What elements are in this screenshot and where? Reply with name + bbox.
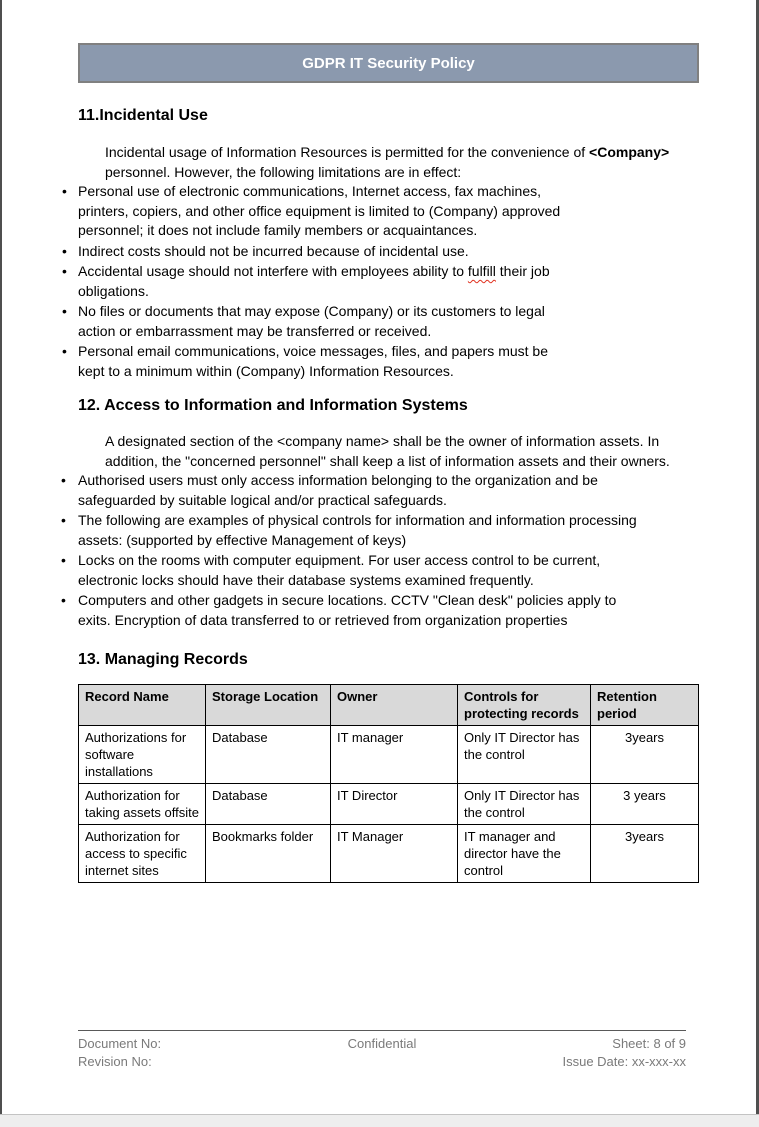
section-13-heading: 13. Managing Records [78, 651, 248, 668]
issue-date: Issue Date: xx-xxx-xx [562, 1054, 687, 1069]
section-12-paragraph: A designated section of the <company name> shall be the owner of information assets. In addition, the "concerned personnel" shall keep a list of information assets and their owners. [105, 433, 670, 469]
intro-text-after: personnel. However, the following limitations are in effect: [105, 164, 462, 180]
cell-owner: IT Manager [331, 825, 458, 883]
cell-storage-location: Database [206, 726, 331, 784]
footer-left [78, 1035, 281, 1071]
table-row [79, 825, 699, 883]
cell-retention: 3years [591, 726, 699, 784]
document-body [78, 83, 698, 883]
section-11-intro-paragraph [105, 142, 683, 182]
sheet-number: Sheet: 8 of 9 [612, 1036, 687, 1051]
cell-storage-location: Database [206, 784, 331, 825]
section-12-bullet-list [78, 471, 638, 630]
cell-retention: 3 years [591, 784, 699, 825]
col-header-storage-location: Storage Location [206, 685, 331, 726]
bullet-text-post: their job obligations. [78, 263, 550, 299]
col-header-retention: Retention period [591, 685, 699, 726]
table-row [79, 784, 699, 825]
document-title: GDPR IT Security Policy [302, 54, 475, 72]
cell-record-name: Authorizations for software installations [79, 726, 206, 784]
col-header-controls: Controls for protecting records [458, 685, 591, 726]
document-header-bar [78, 43, 699, 83]
bullet-item: • Indirect costs should not be incurred because of incidental use. [78, 242, 578, 262]
bullet-item: • Locks on the rooms with computer equipment. For user access control to be current, electronic locks should have their database systems examined frequently. [78, 551, 638, 590]
bullet-item: • Personal use of electronic communications, Internet access, fax machines, printers, copiers, and other office equipment is limited to (Company) approved personnel; it does not include family members or acquaintances. [78, 182, 578, 241]
footer-right [483, 1035, 686, 1071]
cell-record-name: Authorization for taking assets offsite [79, 784, 206, 825]
bullet-item: • The following are examples of physical controls for information and information processing assets: (supported by effective Management of keys) [78, 511, 638, 550]
intro-text-before: Incidental usage of Information Resources is permitted for the convenience of [105, 144, 590, 160]
footer-center [281, 1035, 484, 1071]
bottom-gray-strip [0, 1114, 759, 1127]
col-header-owner: Owner [331, 685, 458, 726]
cell-owner: IT Director [331, 784, 458, 825]
bullet-item: • No files or documents that may expose (Company) or its customers to legal action or embarrassment may be transferred or received. [78, 302, 578, 341]
managing-records-table [78, 684, 699, 883]
col-header-record-name: Record Name [79, 685, 206, 726]
section-11-bullet-list [78, 182, 578, 381]
cell-retention: 3years [591, 825, 699, 883]
section-12-heading: 12. Access to Information and Information Systems [78, 397, 468, 414]
misspelled-word: fulfill [467, 263, 496, 279]
bullet-text-pre: Accidental usage should not interfere with employees ability to [78, 263, 468, 279]
bullet-item: • Personal email communications, voice messages, files, and papers must be kept to a minimum within (Company) Information Resources. [78, 342, 578, 381]
page-left-border [0, 0, 2, 1114]
section-11-heading: 11.Incidental Use [78, 107, 208, 124]
cell-controls: Only IT Director has the control [458, 784, 591, 825]
confidential-label: Confidential [347, 1036, 417, 1051]
bullet-item [78, 262, 578, 301]
cell-controls: IT manager and director have the control [458, 825, 591, 883]
bullet-item: • Computers and other gadgets in secure locations. CCTV "Clean desk" policies apply to exits. Encryption of data transferred to or retrieved from organization properties [78, 591, 638, 630]
cell-owner: IT manager [331, 726, 458, 784]
bullet-item: • Authorised users must only access information belonging to the organization and be safeguarded by suitable logical and/or practical safeguards. [78, 471, 638, 510]
cell-controls: Only IT Director has the control [458, 726, 591, 784]
document-no-label: Document No: [78, 1036, 162, 1051]
cell-storage-location: Bookmarks folder [206, 825, 331, 883]
page-footer [78, 1030, 686, 1071]
company-placeholder: <Company> [589, 144, 670, 160]
cell-record-name: Authorization for access to specific internet sites [79, 825, 206, 883]
table-row [79, 726, 699, 784]
table-header-row [79, 685, 699, 726]
revision-no-label: Revision No: [78, 1054, 152, 1069]
